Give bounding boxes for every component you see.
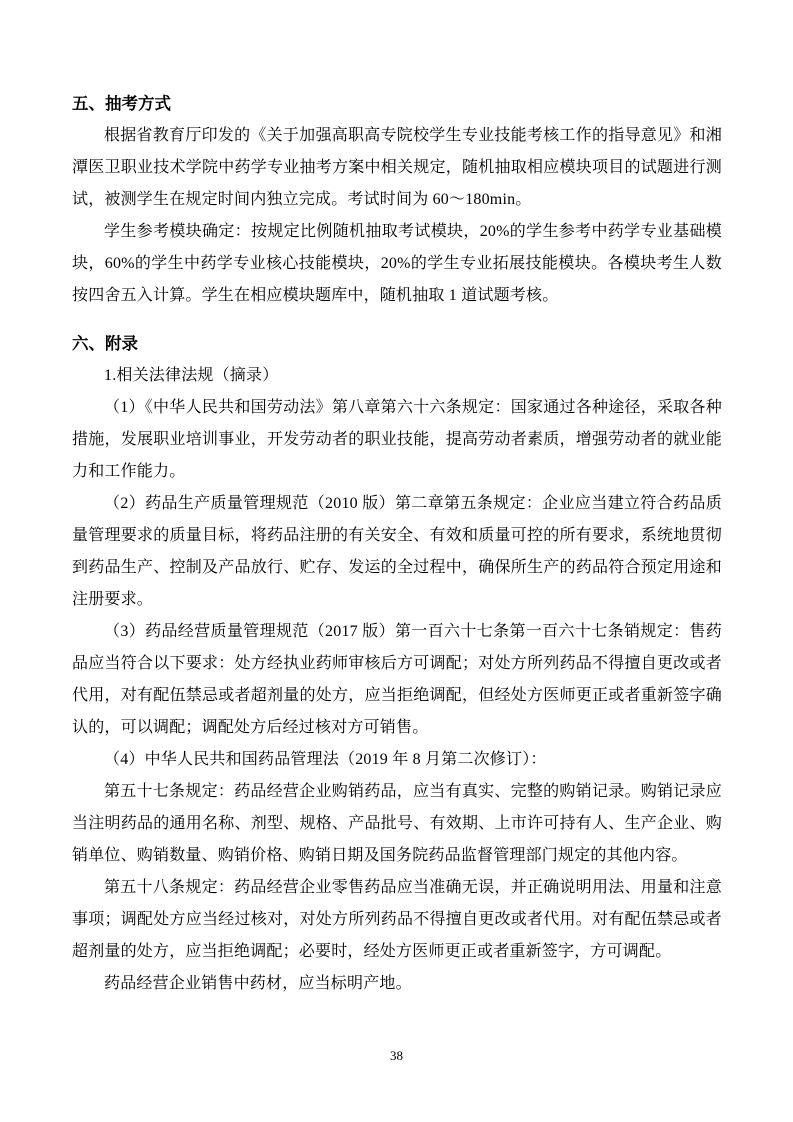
paragraph: （4）中华人民共和国药品管理法（2019 年 8 月第二次修订）： bbox=[104, 751, 547, 768]
paragraph: （1）《中华人民共和国劳动法》第八章第六十六条规定：国家通过各种途径，采取各种措施，发展职业培训事业，开发劳动者的职业技能，提高劳动者素质，增强劳动者的就业能力和工作能力。 bbox=[72, 399, 722, 480]
paragraph: 学生参考模块确定：按规定比例随机抽取考试模块，20%的学生参考中药学专业基础模块，60%的学生中药学专业核心技能模块，20%的学生专业拓展技能模块。各模块考生人数按四舍五入计算。学生在相应模块题库中，随机抽取 1 道试题考核。 bbox=[72, 223, 722, 304]
paragraph: 1.相关法律法规（摘录） bbox=[104, 367, 279, 384]
paragraph: 第五十七条规定：药品经营企业购销药品，应当有真实、完整的购销记录。购销记录应当注明药品的通用名称、剂型、规格、产品批号、有效期、上市许可持有人、生产企业、购销单位、购销数量、购销价格、购销日期及国务院药品监督管理部门规定的其他内容。 bbox=[72, 783, 722, 864]
section-heading-exam-method: 五、抽考方式 bbox=[72, 95, 171, 113]
paragraph: （2）药品生产质量管理规范（2010 版）第二章第五条规定：企业应当建立符合药品质量管理要求的质量目标，将药品注册的有关安全、有效和质量可控的所有要求，系统地贯彻到药品生产、控制及产品放行、贮存、发运的全过程中，确保所生产的药品符合预定用途和注册要求。 bbox=[72, 495, 722, 608]
paragraph: 药品经营企业销售中药材，应当标明产地。 bbox=[104, 975, 412, 992]
paragraph: （3）药品经营质量管理规范（2017 版）第一百六十七条第一百六十七条销规定：售药品应当符合以下要求：处方经执业药师审核后方可调配；对处方所列药品不得擅自更改或者代用，对有配伍禁忌或者超剂量的处方，应当拒绝调配，但经处方医师更正或者重新签字确认的，可以调配；调配处方后经过核对方可销售。 bbox=[72, 623, 722, 736]
page-number: 38 bbox=[390, 1048, 403, 1063]
paragraph: 第五十八条规定：药品经营企业零售药品应当准确无误，并正确说明用法、用量和注意事项；调配处方应当经过核对，对处方所列药品不得擅自更改或者代用。对有配伍禁忌或者超剂量的处方，应当拒绝调配；必要时，经处方医师更正或者重新签字，方可调配。 bbox=[72, 879, 722, 960]
section-heading-appendix: 六、附录 bbox=[72, 335, 138, 353]
document-content bbox=[72, 88, 722, 1000]
paragraph: 根据省教育厅印发的《关于加强高职高专院校学生专业技能考核工作的指导意见》和湘潭医卫职业技术学院中药学专业抽考方案中相关规定，随机抽取相应模块项目的试题进行测试，被测学生在规定时间内独立完成。考试时间为 60～180min。 bbox=[72, 127, 722, 208]
